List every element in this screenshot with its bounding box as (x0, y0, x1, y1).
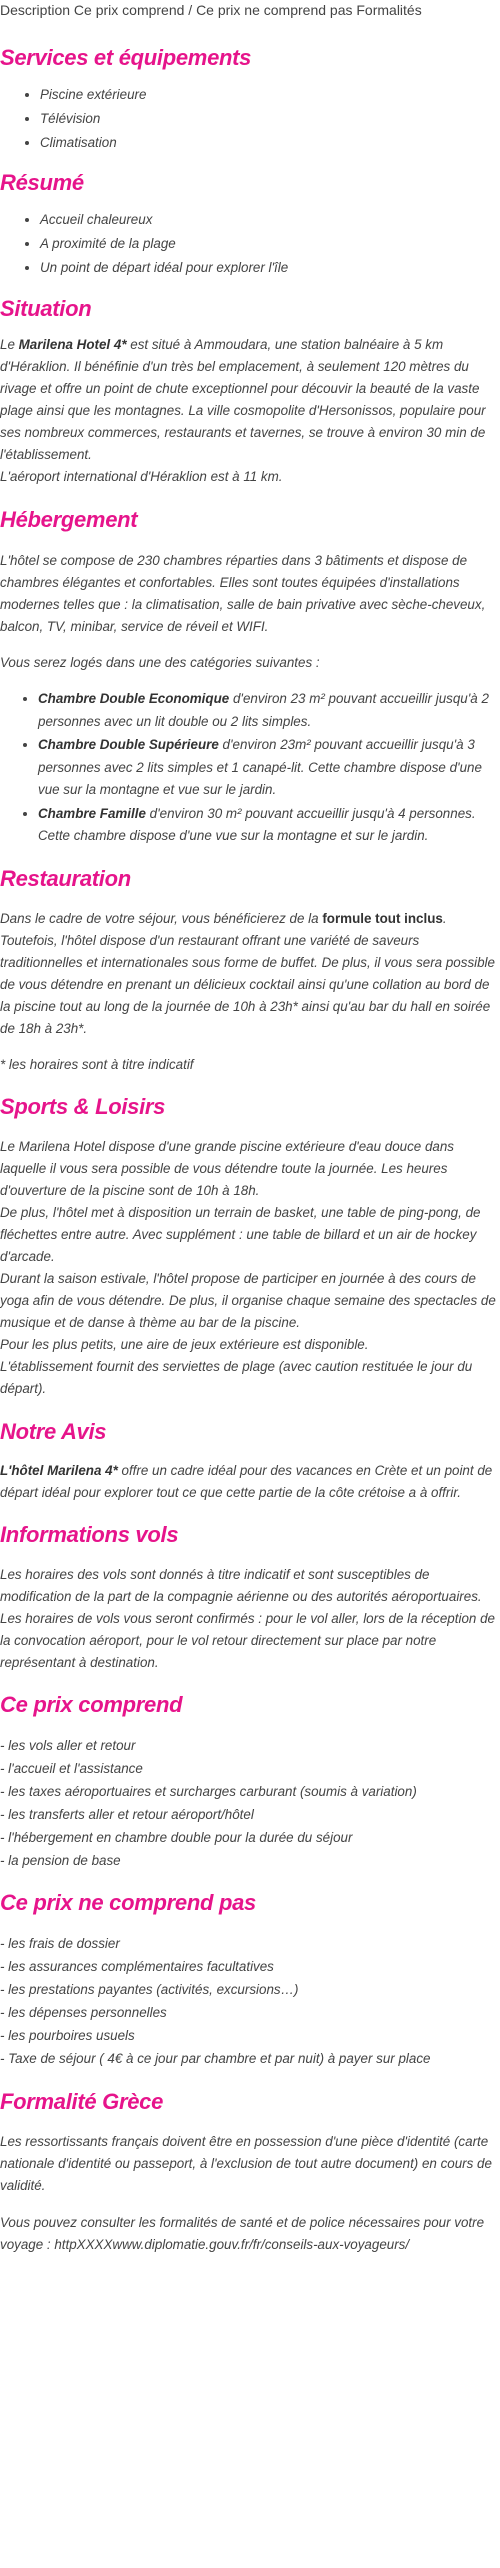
restauration-text (0, 908, 500, 1040)
all-inclusive-label: formule tout inclus (322, 910, 443, 926)
formalite-section (0, 2087, 500, 2256)
formalite-link-text[interactable]: Vous pouvez consulter les formalités de santé et de police nécessaires pour votre voyage : httpXXXXwww.diplomatie.gouv.fr/fr/conseils-aux-voyageurs/ (0, 2214, 485, 2252)
rooms-list (0, 688, 500, 848)
list-item: • Piscine extérieure (40, 83, 500, 107)
situation-text-rest: est situé à Ammoudara, une station balnéaire à 5 km d'Héraklion. Il bénéfinie d'un très bel emplacement, à seulement 120 mètres du rivage et offre un point de chute exceptionnel pour découvir la beauté de la vaste plage ainsi que les montagnes. La ville cosmopolite d'Hersonissos, populaire pour ses nombreux commerces, restaurants et tavernes, se trouve à environ 30 min de l'établissement. (0, 337, 486, 462)
hotel-name: Marilena Hotel 4* (18, 337, 127, 352)
sports-text: De plus, l'hôtel met à disposition un terrain de basket, une table de ping-pong, de fléchettes entre autre. Avec supplément : une table de billard et un air de hockey d'arcade. (0, 1204, 481, 1264)
services-section (0, 43, 500, 155)
situation-text (0, 334, 500, 466)
comprend-title: Ce prix comprend (0, 1691, 183, 1717)
services-list (0, 83, 500, 155)
avis-title: Notre Avis (0, 1418, 107, 1444)
list-item: • Climatisation (40, 131, 500, 155)
restauration-text-start: Dans le cadre de votre séjour, vous bénéficierez de la (0, 910, 323, 926)
sports-section (0, 1092, 500, 1400)
avis-hotel-name: L'hôtel Marilena 4* (0, 1462, 118, 1478)
room-name: Chambre Famille (38, 805, 146, 821)
tab-bar[interactable]: Description Ce prix comprend / Ce prix ne comprend pas Formalités (0, 2, 422, 18)
airport-distance: L'aéroport international d'Héraklion est à 11 km. (0, 469, 283, 484)
list-item: • Télévision (40, 107, 500, 131)
resume-title: Résumé (0, 170, 84, 195)
list-item: - la pension de base (0, 1852, 121, 1868)
list-item: - les assurances complémentaires facultatives (0, 1958, 274, 1974)
list-item: - les dépenses personnelles (0, 2004, 167, 2020)
sports-text: L'établissement fournit des serviettes de plage (avec caution restituée le jour du départ). (0, 1358, 473, 1396)
list-item (38, 688, 500, 733)
comprend-section (0, 1690, 500, 1872)
list-item: - l'accueil et l'assistance (0, 1760, 143, 1776)
list-item: - les prestations payantes (activités, excursions…) (0, 1981, 299, 1997)
comprend-list (0, 1734, 500, 1872)
avis-text (0, 1460, 500, 1504)
list-item: - les vols aller et retour (0, 1737, 136, 1753)
sports-text: Durant la saison estivale, l'hôtel propose de participer en journée à des cours de yoga afin de vous détendre. De plus, il organise chaque semaine des spectacles de musique et de danse à thème au bar de la piscine. (0, 1270, 496, 1330)
list-item (38, 803, 500, 848)
resume-section (0, 168, 500, 280)
sports-text: Pour les plus petits, une aire de jeux extérieure est disponible. (0, 1336, 369, 1352)
vols-text: Les horaires de vols vous seront confirmés : pour le vol aller, lors de la réception de la convocation aéroport, pour le vol retour directement sur place par notre représentant à destination. (0, 1610, 495, 1670)
services-title: Services et équipements (0, 45, 252, 70)
list-item: - les pourboires usuels (0, 2027, 135, 2043)
room-name: Chambre Double Supérieure (38, 737, 219, 752)
room-desc: d'environ 23 m² pouvant accueillir jusqu'à 2 personnes avec un lit double ou 2 lits simples. (38, 691, 489, 729)
avis-text-rest: offre un cadre idéal pour des vacances en Crète et un point de départ idéal pour explorer tout ce que cette partie de la côte crétoise a à offrir. (0, 1462, 493, 1500)
list-item: - les taxes aéroportuaires et surcharges carburant (soumis à variation) (0, 1783, 417, 1799)
room-desc: d'environ 23m² pouvant accueillir jusqu'à 3 personnes avec 2 lits simples et 1 canapé-lit. Cette chambre dispose d'une vue sur la montagne et vue sur le jardin. (38, 737, 482, 797)
resume-list (0, 208, 500, 280)
restauration-section (0, 864, 500, 1076)
list-item: • Un point de départ idéal pour explorer l'île (40, 256, 500, 280)
vols-text: Les horaires des vols sont donnés à titre indicatif et sont susceptibles de modification de la part de la compagnie aérienne ou des autorités aéroportuaires. (0, 1566, 482, 1604)
categories-intro: Vous serez logés dans une des catégories suivantes : (0, 655, 320, 670)
list-item: • A proximité de la plage (40, 232, 500, 256)
formalite-text: Les ressortissants français doivent être en possession d'une pièce d'identité (carte nationale d'identité ou passeport, à l'exclusion de tout autre document) en cours de validité. (0, 2133, 492, 2193)
hebergement-text: L'hôtel se compose de 230 chambres réparties dans 3 bâtiments et dispose de chambres élégantes et confortables. Elles sont toutes équipées d'installations modernes telles que : la climatisation, salle de bain privative avec sèche-cheveux, balcon, TV, minibar, service de réveil et WIFI. (0, 553, 486, 634)
list-item: - les transferts aller et retour aéroport/hôtel (0, 1806, 254, 1822)
list-item: - les frais de dossier (0, 1935, 120, 1951)
list-item: - l'hébergement en chambre double pour la durée du séjour (0, 1829, 353, 1845)
hebergement-title: Hébergement (0, 507, 138, 532)
vols-title: Informations vols (0, 1521, 179, 1547)
situation-text-start: Le (0, 337, 19, 352)
vols-section (0, 1520, 500, 1674)
situation-title: Situation (0, 296, 92, 321)
hours-note: * les horaires sont à titre indicatif (0, 1056, 194, 1072)
sports-title: Sports & Loisirs (0, 1093, 166, 1119)
ne-comprend-section (0, 1888, 500, 2070)
situation-section (0, 294, 500, 488)
ne-comprend-title: Ce prix ne comprend pas (0, 1889, 256, 1915)
restauration-title: Restauration (0, 865, 131, 891)
ne-comprend-list (0, 1932, 500, 2070)
restauration-text-rest: . Toutefois, l'hôtel dispose d'un restaurant offrant une variété de saveurs traditionnelles et internationales sous forme de buffet. De plus, il vous sera possible de vous détendre en prenant un délicieux cocktail ainsi qu'une collation au bord de la piscine tout au long de la journée de 10h à 23h* ainsi qu'au bar du hall en soirée de 18h à 23h*. (0, 910, 495, 1036)
list-item: • Accueil chaleureux (40, 208, 500, 232)
avis-section (0, 1417, 500, 1504)
sports-text: Le Marilena Hotel dispose d'une grande piscine extérieure d'eau douce dans laquelle il vous sera possible de vous détendre toute la journée. Les heures d'ouverture de la piscine sont de 10h à 18h. (0, 1138, 455, 1198)
list-item: - Taxe de séjour ( 4€ à ce jour par chambre et par nuit) à payer sur place (0, 2050, 431, 2066)
formalite-title: Formalité Grèce (0, 2088, 164, 2114)
room-name: Chambre Double Economique (38, 691, 230, 706)
list-item (38, 734, 500, 802)
hebergement-section (0, 505, 500, 848)
room-desc: d'environ 30 m² pouvant accueillir jusqu'à 4 personnes. Cette chambre dispose d'une vue sur la montagne et sur le jardin. (38, 805, 476, 843)
